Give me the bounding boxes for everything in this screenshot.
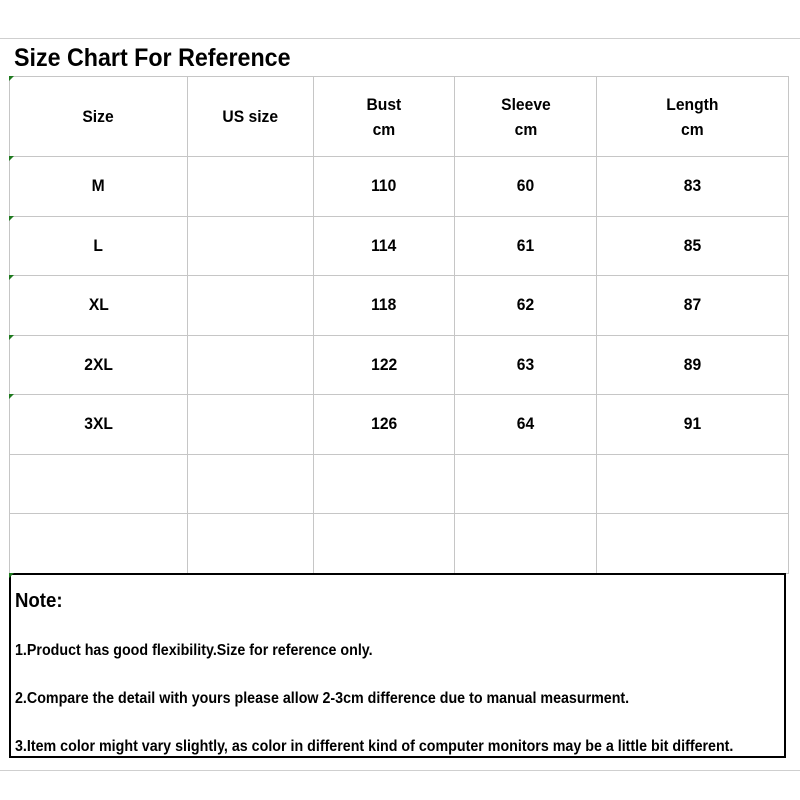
size-chart-table bbox=[9, 76, 788, 574]
cell-length: 85 bbox=[597, 216, 789, 276]
cell-bust: 126 bbox=[314, 395, 455, 455]
table-row bbox=[10, 276, 789, 336]
table-row bbox=[10, 157, 789, 217]
cell-size: 3XL bbox=[10, 395, 188, 455]
cell-bust: 110 bbox=[314, 157, 455, 217]
page-title: Size Chart For Reference bbox=[14, 44, 291, 72]
header-row bbox=[10, 77, 789, 157]
table-row bbox=[10, 216, 789, 276]
cell-length: 87 bbox=[597, 276, 789, 336]
cell-bust bbox=[314, 454, 455, 514]
cell-length: 89 bbox=[597, 335, 789, 395]
corner-marker bbox=[9, 573, 14, 578]
cell-sleeve: 63 bbox=[455, 335, 597, 395]
cell-us-size bbox=[188, 335, 314, 395]
cell-us-size bbox=[188, 454, 314, 514]
cell-size: M bbox=[10, 157, 188, 217]
note-box bbox=[9, 573, 786, 758]
note-title: Note: bbox=[15, 590, 63, 612]
cell-size bbox=[10, 454, 188, 514]
table-row bbox=[10, 335, 789, 395]
cell-us-size bbox=[188, 395, 314, 455]
cell-size: XL bbox=[10, 276, 188, 336]
corner-marker bbox=[9, 275, 14, 280]
cell-us-size bbox=[188, 216, 314, 276]
cell-us-size bbox=[188, 514, 314, 574]
cell-length: 83 bbox=[597, 157, 789, 217]
cell-us-size bbox=[188, 157, 314, 217]
cell-sleeve bbox=[455, 454, 597, 514]
cell-length bbox=[597, 514, 789, 574]
table-row-empty bbox=[10, 514, 789, 574]
cell-size: L bbox=[10, 216, 188, 276]
cell-sleeve bbox=[455, 514, 597, 574]
note-line-1: 1.Product has good flexibility.Size for reference only. bbox=[15, 642, 373, 659]
cell-bust bbox=[314, 514, 455, 574]
cell-sleeve: 61 bbox=[455, 216, 597, 276]
cell-bust: 118 bbox=[314, 276, 455, 336]
cell-length bbox=[597, 454, 789, 514]
corner-marker bbox=[9, 335, 14, 340]
cell-sleeve: 62 bbox=[455, 276, 597, 336]
cell-us-size bbox=[188, 276, 314, 336]
corner-marker bbox=[9, 156, 14, 161]
corner-marker bbox=[9, 216, 14, 221]
corner-marker bbox=[9, 394, 14, 399]
corner-marker bbox=[9, 76, 14, 81]
cell-size: 2XL bbox=[10, 335, 188, 395]
header-size: Size bbox=[10, 77, 188, 157]
cell-length: 91 bbox=[597, 395, 789, 455]
cell-sleeve: 64 bbox=[455, 395, 597, 455]
bottom-divider bbox=[0, 770, 800, 771]
top-divider bbox=[0, 38, 800, 39]
header-sleeve: Sleeve cm bbox=[455, 77, 597, 157]
table-row bbox=[10, 395, 789, 455]
cell-size bbox=[10, 514, 188, 574]
header-us-size: US size bbox=[188, 77, 314, 157]
cell-bust: 122 bbox=[314, 335, 455, 395]
cell-sleeve: 60 bbox=[455, 157, 597, 217]
header-length: Length cm bbox=[597, 77, 789, 157]
table-row-empty bbox=[10, 454, 789, 514]
note-line-2: 2.Compare the detail with yours please allow 2-3cm difference due to manual measurment. bbox=[15, 690, 630, 707]
header-bust: Bust cm bbox=[314, 77, 455, 157]
note-line-3: 3.Item color might vary slightly, as color in different kind of computer monitors may be a little bit different. bbox=[15, 738, 734, 755]
cell-bust: 114 bbox=[314, 216, 455, 276]
